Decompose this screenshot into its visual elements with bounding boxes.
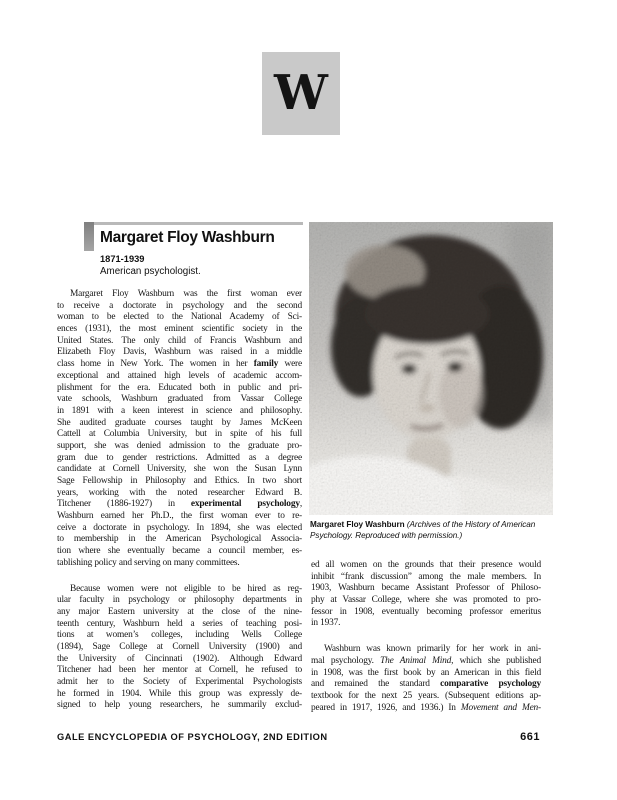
text-line: in 1937. — [311, 618, 341, 629]
photo-caption — [310, 520, 542, 542]
text-line: any major Eastern university at the close of the nine- — [57, 606, 302, 617]
paragraph — [57, 289, 302, 570]
text-line: Cattell at Columbia University, but in spite of his full — [57, 429, 302, 440]
text-line: ular faculty in psychology or philosophy departments in — [57, 595, 302, 606]
text-line: Margaret Floy Washburn was the first woman ever — [70, 289, 302, 299]
text-line: in 1891 with a keen interest in science and philosophy. — [57, 405, 302, 416]
text-line: and remained the standard comparative psychology — [311, 679, 541, 690]
text-line: signed to help young researchers, he summarily exclud- — [57, 700, 302, 711]
text-line: Titchener (1886-1927) in experimental psychology, — [57, 499, 302, 510]
text-line: gram due to gender restrictions. Admitted as a degree — [57, 452, 302, 463]
text-line: 1903, Washburn became Assistant Professor of Philoso- — [311, 583, 541, 594]
text-line: ences (1931), the most eminent scientific society in the — [57, 324, 302, 335]
article-subtitle: American psychologist. — [100, 266, 201, 277]
text-line: he formed in 1904. While this group was expressly de- — [57, 688, 302, 699]
text-line: Washburn earned her Ph.D., the first woman ever to re- — [57, 511, 302, 522]
text-line: Elizabeth Floy Davis, Washburn was raised in a middle — [57, 347, 302, 358]
text-line: Sage Fellowship in Philosophy and Ethics. In two short — [57, 476, 302, 486]
text-line: class home in New York. The women in her family were — [57, 359, 302, 370]
text-column-right — [311, 560, 541, 714]
text-line: years, working with the noted researcher Edward B. — [57, 487, 302, 498]
text-line: in 1908, was the first book by an American in this field — [311, 667, 541, 678]
text-line: She audited graduate courses taught by James McKeen — [57, 417, 302, 428]
page-number: 661 — [520, 731, 540, 743]
text-line: Washburn was known primarily for her work in ani- — [324, 644, 541, 655]
text-line: to receive a doctorate in psychology and the second — [57, 300, 302, 311]
page-footer — [57, 731, 540, 743]
footer-title: GALE ENCYCLOPEDIA OF PSYCHOLOGY, 2ND EDITION — [57, 732, 328, 742]
text-line: peared in 1917, 1926, and 1936.) In Movement and Men- — [311, 702, 541, 713]
text-line: ed all women on the grounds that their presence would — [311, 560, 541, 570]
text-line: admit her to the Society of Experimental Psychologists — [57, 677, 302, 687]
text-line: exceptional and attained high levels of academic accom- — [57, 370, 302, 381]
section-letter-block — [262, 52, 340, 135]
article-title: Margaret Floy Washburn — [100, 229, 275, 246]
text-line: mal psychology. The Animal Mind, which she published — [311, 655, 541, 666]
caption-line: Margaret Floy Washburn (Archives of the History of American — [310, 520, 536, 529]
text-line: ceive a doctorate in psychology. In 1894, she was elected — [57, 522, 302, 533]
text-line: (1894), Sage College at Cornell University (1900) and — [57, 641, 302, 652]
paragraph — [311, 644, 541, 714]
heading-flag — [84, 222, 94, 251]
text-line: woman to be elected to the National Academy of Sci- — [57, 312, 302, 323]
text-line: United States. The only child of Francis Washburn and — [57, 335, 302, 346]
text-line: inhibit “frank discussion” among the male members. In — [311, 571, 541, 582]
text-line: Titchener had been her mentor at Cornell, he refused to — [57, 665, 302, 676]
text-line: tions at women’s colleges, including Wells College — [57, 630, 302, 641]
text-line: Because women were not eligible to be hired as reg- — [70, 583, 302, 594]
heading-rule — [84, 222, 303, 225]
text-line: vate schools, Washburn graduated from Vassar College — [57, 394, 302, 405]
text-column-left — [57, 289, 302, 712]
text-line: tablishing policy and serving on many committees. — [57, 557, 240, 568]
paragraph — [311, 560, 541, 630]
paragraph — [57, 584, 302, 713]
text-line: tion where she eventually became a council member, es- — [57, 546, 302, 557]
text-line: phy at Vassar College, where she was promoted to pro- — [311, 595, 541, 606]
text-line: to membership in the American Psychological Associa- — [57, 534, 302, 545]
text-line: support, she was denied admission to the graduate pro- — [57, 440, 302, 451]
caption-line: Psychology. Reproduced with permission.) — [310, 530, 463, 540]
text-line: teenth century, Washburn held a series of teaching posi- — [57, 618, 302, 629]
text-line: plishment for the era. Educated both in public and pri- — [57, 382, 302, 393]
article-dates: 1871-1939 — [100, 254, 145, 264]
section-letter: W — [274, 64, 328, 121]
text-line: textbook for the next 25 years. (Subsequent editions ap- — [311, 690, 541, 701]
text-line: candidate at Cornell University, she won the Susan Lynn — [57, 464, 302, 475]
text-line: fessor in 1908, eventually becoming professor emeritus — [311, 606, 541, 617]
portrait-photo — [309, 222, 553, 515]
text-line: the University of Cincinnati (1902). Although Edward — [57, 653, 302, 664]
